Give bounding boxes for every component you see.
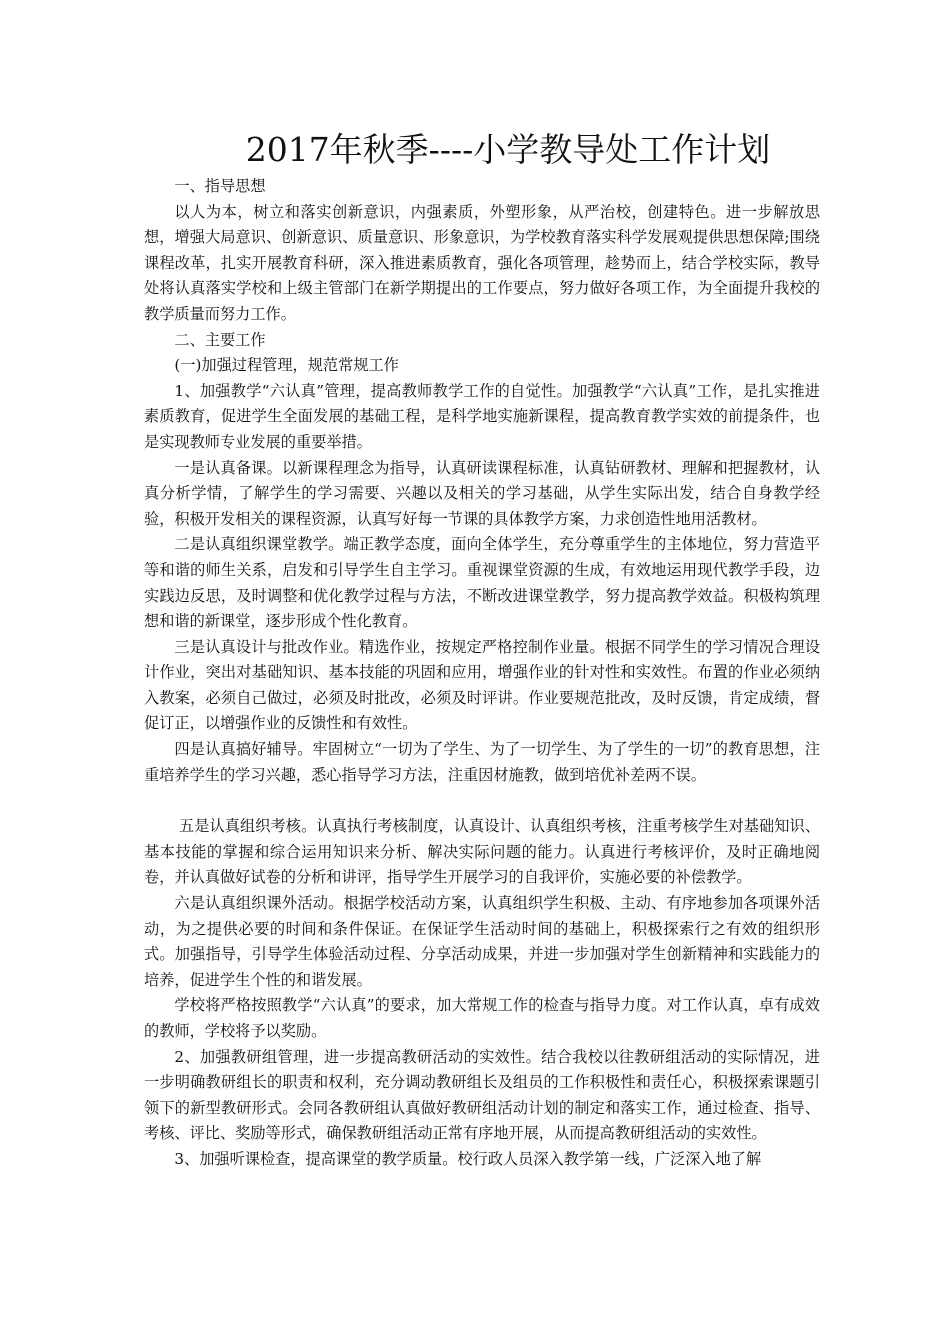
paragraph: 学校将严格按照教学“六认真”的要求，加大常规工作的检查与指导力度。对工作认真，卓有成效的教师，学校将予以奖励。 bbox=[144, 996, 820, 1040]
paragraph: 五是认真组织考核。认真执行考核制度，认真设计、认真组织考核，注重考核学生对基础知识、基本技能的掌握和综合运用知识来分析、解决实际问题的能力。认真进行考核评价，及时正确地阅卷，并认真做好试卷的分析和讲评，指导学生开展学习的自我评价，实施必要的补偿教学。 bbox=[144, 817, 820, 887]
paragraph: 2、加强教研组管理，进一步提高教研活动的实效性。结合我校以往教研组活动的实际情况，进一步明确教研组长的职责和权利，充分调动教研组长及组员的工作积极性和责任心，积极探索课题引领下的新型教研形式。会同各教研组认真做好教研组活动计划的制定和落实工作，通过检查、指导、考核、评比、奖励等形式，确保教研组活动正常有序地开展，从而提高教研组活动的实效性。 bbox=[144, 1047, 820, 1143]
document-title: 2017年秋季----小学教导处工作计划 bbox=[245, 130, 771, 169]
paragraph: 一是认真备课。以新课程理念为指导，认真研读课程标准，认真钻研教材、理解和把握教材，认真分析学情，了解学生的学习需要、兴趣以及相关的学习基础，从学生实际出发，结合自身教学经验，积极开发相关的课程资源，认真写好每一节课的具体教学方案，力求创造性地用活教材。 bbox=[144, 458, 820, 528]
paragraph: 以人为本，树立和落实创新意识，内强素质，外塑形象，从严治校，创建特色。进一步解放思想，增强大局意识、创新意识、质量意识、形象意识，为学校教育落实科学发展观提供思想保障;围绕课程改革，扎实开展教育科研，深入推进素质教育，强化各项管理，趁势而上，结合学校实际，教导处将认真落实学校和上级主管部门在新学期提出的工作要点，努力做好各项工作，为全面提升我校的教学质量而努力工作。 bbox=[144, 202, 820, 323]
paragraph-gap bbox=[144, 788, 820, 814]
section-heading: 一、指导思想 bbox=[174, 177, 266, 195]
paragraph: 3、加强听课检查，提高课堂的教学质量。校行政人员深入教学第一线，广泛深入地了解 bbox=[174, 1149, 762, 1168]
document-body bbox=[144, 174, 820, 1173]
paragraph: 六是认真组织课外活动。根据学校活动方案，认真组织学生积极、主动、有序地参加各项课外活动，为之提供必要的时间和条件保证。在保证学生活动时间的基础上，积极探索行之有效的组织形式。加强指导，引导学生体验活动过程、分享活动成果，并进一步加强对学生创新精神和实践能力的培养，促进学生个性的和谐发展。 bbox=[144, 894, 820, 989]
section-heading: 二、主要工作 bbox=[174, 330, 266, 349]
paragraph: 二是认真组织课堂教学。端正教学态度，面向全体学生，充分尊重学生的主体地位，努力营造平等和谐的师生关系，启发和引导学生自主学习。重视课堂资源的生成，有效地运用现代教学手段，边实践边反思，及时调整和优化教学过程与方法，不断改进课堂教学，努力提高教学效益。积极构筑理想和谐的新课堂，逐步形成个性化教育。 bbox=[144, 535, 820, 631]
paragraph: 四是认真搞好辅导。牢固树立“一切为了学生、为了一切学生、为了学生的一切”的教育思想，注重培养学生的学习兴趣，悉心指导学习方法，注重因材施教，做到培优补差两不误。 bbox=[144, 740, 820, 784]
paragraph: 三是认真设计与批改作业。精选作业，按规定严格控制作业量。根据不同学生的学习情况合理设计作业，突出对基础知识、基本技能的巩固和应用，增强作业的针对性和实效性。布置的作业必须纳入教案，必须自己做过，必须及时批改，必须及时评讲。作业要规范批改，及时反馈，肯定成绩，督促订正，以增强作业的反馈性和有效性。 bbox=[144, 637, 820, 733]
subsection-heading: (一)加强过程管理，规范常规工作 bbox=[174, 356, 399, 375]
paragraph: 1、加强教学“六认真”管理，提高教师教学工作的自觉性。加强教学“六认真”工作，是扎实推进素质教育，促进学生全面发展的基础工程，是科学地实施新课程，提高教育教学实效的前提条件，也是实现教师专业发展的重要举措。 bbox=[144, 381, 820, 451]
